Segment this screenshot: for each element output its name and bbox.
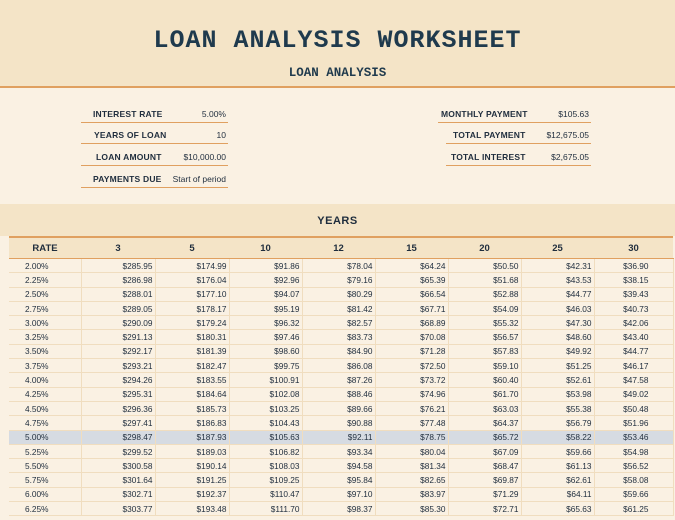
payment-cell[interactable]: $187.93: [155, 430, 229, 444]
payment-cell[interactable]: $296.36: [81, 401, 155, 415]
payment-cell[interactable]: $182.47: [155, 359, 229, 373]
payment-cell[interactable]: $56.52: [594, 459, 673, 473]
payment-cell[interactable]: $56.57: [448, 330, 521, 344]
years-of-loan-label: YEARS OF LOAN: [94, 130, 167, 140]
rate-cell[interactable]: 2.00%: [9, 259, 81, 273]
payment-cell[interactable]: $62.61: [521, 473, 594, 487]
payment-cell[interactable]: $176.04: [155, 273, 229, 287]
payment-cell[interactable]: $61.25: [594, 502, 673, 516]
payment-cell[interactable]: $96.32: [229, 316, 302, 330]
payment-cell[interactable]: $83.97: [375, 487, 448, 501]
table-header-row: [9, 237, 673, 259]
monthly-payment-label: MONTHLY PAYMENT: [441, 109, 528, 119]
interest-rate-label: INTEREST RATE: [93, 109, 163, 119]
column-header: 15: [375, 237, 448, 259]
payment-cell[interactable]: $97.10: [302, 487, 375, 501]
payment-cell[interactable]: $84.90: [302, 344, 375, 358]
table-row: [9, 387, 673, 401]
payment-cell[interactable]: $40.73: [594, 301, 673, 315]
payment-cell[interactable]: $174.99: [155, 259, 229, 273]
payment-cell[interactable]: $294.26: [81, 373, 155, 387]
payment-cell[interactable]: $80.29: [302, 287, 375, 301]
rate-cell[interactable]: 3.75%: [9, 359, 81, 373]
rate-cell[interactable]: 2.25%: [9, 273, 81, 287]
loan-inputs-section: [0, 88, 675, 204]
payment-cell[interactable]: $303.77: [81, 502, 155, 516]
column-header: 20: [448, 237, 521, 259]
column-header: 30: [594, 237, 673, 259]
loan-amount-label: LOAN AMOUNT: [96, 152, 162, 162]
payment-cell[interactable]: $54.09: [448, 301, 521, 315]
payment-cell[interactable]: $50.48: [594, 401, 673, 415]
table-row: [9, 259, 673, 273]
table-row: [9, 487, 673, 501]
payment-cell[interactable]: $69.87: [448, 473, 521, 487]
payment-cell[interactable]: $302.71: [81, 487, 155, 501]
payment-cell[interactable]: $88.46: [302, 387, 375, 401]
rate-cell[interactable]: 3.50%: [9, 344, 81, 358]
rate-cell[interactable]: 5.75%: [9, 473, 81, 487]
payment-cell[interactable]: $289.05: [81, 301, 155, 315]
table-row: [9, 444, 673, 458]
payment-cell[interactable]: $86.08: [302, 359, 375, 373]
payment-cell[interactable]: $110.47: [229, 487, 302, 501]
payment-cell[interactable]: $92.96: [229, 273, 302, 287]
payment-cell[interactable]: $42.06: [594, 316, 673, 330]
payment-cell[interactable]: $103.25: [229, 401, 302, 415]
payment-cell[interactable]: $43.53: [521, 273, 594, 287]
payment-cell[interactable]: $100.91: [229, 373, 302, 387]
payment-cell[interactable]: $190.14: [155, 459, 229, 473]
table-row: [9, 373, 673, 387]
rate-cell[interactable]: 4.00%: [9, 373, 81, 387]
payment-cell[interactable]: $36.90: [594, 259, 673, 273]
payment-cell[interactable]: $64.37: [448, 416, 521, 430]
payment-cell[interactable]: $99.75: [229, 359, 302, 373]
table-row: [9, 359, 673, 373]
rate-cell[interactable]: 3.00%: [9, 316, 81, 330]
rate-cell[interactable]: 3.25%: [9, 330, 81, 344]
payment-cell[interactable]: $108.03: [229, 459, 302, 473]
column-header: 10: [229, 237, 302, 259]
interest-rate-field[interactable]: [81, 106, 228, 123]
payment-cell[interactable]: $193.48: [155, 502, 229, 516]
monthly-payment-value: $105.63: [558, 109, 589, 119]
payment-cell[interactable]: $181.39: [155, 344, 229, 358]
payment-cell[interactable]: $65.72: [448, 430, 521, 444]
payment-cell[interactable]: $177.10: [155, 287, 229, 301]
payment-cell[interactable]: $59.66: [594, 487, 673, 501]
payment-cell[interactable]: $290.09: [81, 316, 155, 330]
payment-cell[interactable]: $72.50: [375, 359, 448, 373]
payment-cell[interactable]: $48.60: [521, 330, 594, 344]
payment-cell[interactable]: $111.70: [229, 502, 302, 516]
payment-cell[interactable]: $288.01: [81, 287, 155, 301]
rate-cell[interactable]: 5.50%: [9, 459, 81, 473]
rate-cell[interactable]: 2.75%: [9, 301, 81, 315]
payment-cell[interactable]: $90.88: [302, 416, 375, 430]
payment-cell[interactable]: $56.79: [521, 416, 594, 430]
table-body: [9, 259, 673, 516]
payment-cell[interactable]: $42.31: [521, 259, 594, 273]
column-header: 3: [81, 237, 155, 259]
payment-cell[interactable]: $67.71: [375, 301, 448, 315]
payment-cell[interactable]: $191.25: [155, 473, 229, 487]
payment-cell[interactable]: $285.95: [81, 259, 155, 273]
payment-cell[interactable]: $74.96: [375, 387, 448, 401]
payment-cell[interactable]: $44.77: [594, 344, 673, 358]
payment-cell[interactable]: $55.38: [521, 401, 594, 415]
loan-amount-value[interactable]: $10,000.00: [183, 152, 226, 162]
payment-cell[interactable]: $80.04: [375, 444, 448, 458]
table-row: [9, 301, 673, 315]
payment-cell[interactable]: $47.58: [594, 373, 673, 387]
rate-cell[interactable]: 6.25%: [9, 502, 81, 516]
total-interest-label: TOTAL INTEREST: [451, 152, 526, 162]
table-row: [9, 459, 673, 473]
payment-cell[interactable]: $50.50: [448, 259, 521, 273]
years-header: YEARS: [0, 204, 675, 236]
payment-cell[interactable]: $58.08: [594, 473, 673, 487]
payment-cell[interactable]: $60.40: [448, 373, 521, 387]
rate-cell[interactable]: 4.75%: [9, 416, 81, 430]
interest-rate-value[interactable]: 5.00%: [201, 109, 226, 119]
payment-cell[interactable]: $64.24: [375, 259, 448, 273]
total-interest-field: [446, 149, 591, 166]
payment-cell[interactable]: $68.89: [375, 316, 448, 330]
payment-cell[interactable]: $297.41: [81, 416, 155, 430]
payment-cell[interactable]: $70.08: [375, 330, 448, 344]
payment-cell[interactable]: $95.19: [229, 301, 302, 315]
payment-cell[interactable]: $105.63: [229, 430, 302, 444]
payment-cell[interactable]: $72.71: [448, 502, 521, 516]
payment-cell[interactable]: $57.83: [448, 344, 521, 358]
rate-cell[interactable]: 5.25%: [9, 444, 81, 458]
payment-cell[interactable]: $94.58: [302, 459, 375, 473]
payment-cell[interactable]: $61.70: [448, 387, 521, 401]
table-row: [9, 401, 673, 415]
payment-cell[interactable]: $82.57: [302, 316, 375, 330]
payment-cell[interactable]: $51.25: [521, 359, 594, 373]
payment-cell[interactable]: $98.60: [229, 344, 302, 358]
payment-cell[interactable]: $76.21: [375, 401, 448, 415]
payment-cell[interactable]: $65.63: [521, 502, 594, 516]
payment-cell[interactable]: $286.98: [81, 273, 155, 287]
payment-cell[interactable]: $68.47: [448, 459, 521, 473]
payments-due-field[interactable]: [81, 171, 228, 188]
years-of-loan-value[interactable]: 10: [216, 130, 226, 140]
table-row: [9, 344, 673, 358]
payment-cell[interactable]: $301.64: [81, 473, 155, 487]
table-row: [9, 273, 673, 287]
payment-cell[interactable]: $61.13: [521, 459, 594, 473]
payment-cell[interactable]: $49.02: [594, 387, 673, 401]
worksheet-header: [0, 0, 675, 88]
payment-cell[interactable]: $102.08: [229, 387, 302, 401]
payment-cell[interactable]: $93.34: [302, 444, 375, 458]
payment-cell[interactable]: $82.65: [375, 473, 448, 487]
rate-cell[interactable]: 6.00%: [9, 487, 81, 501]
payment-cell[interactable]: $98.37: [302, 502, 375, 516]
years-of-loan-field[interactable]: [81, 127, 228, 144]
rate-cell[interactable]: 2.50%: [9, 287, 81, 301]
total-payment-value: $12,675.05: [546, 130, 589, 140]
payment-cell[interactable]: $178.17: [155, 301, 229, 315]
payment-cell[interactable]: $298.47: [81, 430, 155, 444]
payment-cell[interactable]: $59.10: [448, 359, 521, 373]
payment-cell[interactable]: $52.61: [521, 373, 594, 387]
payment-cell[interactable]: $55.32: [448, 316, 521, 330]
payment-cell[interactable]: $184.64: [155, 387, 229, 401]
payment-cell[interactable]: $67.09: [448, 444, 521, 458]
total-payment-field: [446, 127, 591, 144]
payment-cell[interactable]: $92.11: [302, 430, 375, 444]
payment-cell[interactable]: $186.83: [155, 416, 229, 430]
payment-cell[interactable]: $58.22: [521, 430, 594, 444]
loan-amount-field[interactable]: [81, 149, 228, 166]
column-header: 5: [155, 237, 229, 259]
payment-cell[interactable]: $91.86: [229, 259, 302, 273]
column-header: 25: [521, 237, 594, 259]
table-row: [9, 316, 673, 330]
payment-cell[interactable]: $73.72: [375, 373, 448, 387]
table-row: [9, 330, 673, 344]
payment-cell[interactable]: $51.68: [448, 273, 521, 287]
payment-cell[interactable]: $64.11: [521, 487, 594, 501]
payment-cell[interactable]: $46.03: [521, 301, 594, 315]
payment-cell[interactable]: $185.73: [155, 401, 229, 415]
payment-cell[interactable]: $94.07: [229, 287, 302, 301]
payment-cell[interactable]: $97.46: [229, 330, 302, 344]
payment-cell[interactable]: $300.58: [81, 459, 155, 473]
payment-cell[interactable]: $183.55: [155, 373, 229, 387]
payment-cell[interactable]: $79.16: [302, 273, 375, 287]
payment-cell[interactable]: $85.30: [375, 502, 448, 516]
payment-cell[interactable]: $78.04: [302, 259, 375, 273]
payment-cell[interactable]: $53.98: [521, 387, 594, 401]
rate-cell[interactable]: 4.50%: [9, 401, 81, 415]
page-subtitle: LOAN ANALYSIS: [288, 66, 387, 80]
table-row: [9, 287, 673, 301]
total-payment-label: TOTAL PAYMENT: [453, 130, 526, 140]
payment-cell[interactable]: $46.17: [594, 359, 673, 373]
payment-cell[interactable]: $65.39: [375, 273, 448, 287]
page-title: LOAN ANALYSIS WORKSHEET: [153, 26, 522, 55]
payment-cell[interactable]: $95.84: [302, 473, 375, 487]
payment-cell[interactable]: $179.24: [155, 316, 229, 330]
table-row: [9, 416, 673, 430]
payment-cell[interactable]: $49.92: [521, 344, 594, 358]
total-interest-value: $2,675.05: [551, 152, 589, 162]
payment-cell[interactable]: $59.66: [521, 444, 594, 458]
payment-table: [9, 236, 674, 516]
payment-cell[interactable]: $109.25: [229, 473, 302, 487]
payment-cell[interactable]: $53.46: [594, 430, 673, 444]
monthly-payment-field: [438, 106, 591, 123]
payments-due-value[interactable]: Start of period: [172, 174, 226, 184]
column-header: 12: [302, 237, 375, 259]
payment-cell[interactable]: $51.96: [594, 416, 673, 430]
column-header: RATE: [9, 237, 81, 259]
payment-cell[interactable]: $89.66: [302, 401, 375, 415]
rate-cell[interactable]: 4.25%: [9, 387, 81, 401]
payment-cell[interactable]: $44.77: [521, 287, 594, 301]
payment-cell[interactable]: $63.03: [448, 401, 521, 415]
payment-cell[interactable]: $71.29: [448, 487, 521, 501]
payment-cell[interactable]: $81.42: [302, 301, 375, 315]
payment-cell[interactable]: $189.03: [155, 444, 229, 458]
payment-cell[interactable]: $81.34: [375, 459, 448, 473]
payment-cell[interactable]: $38.15: [594, 273, 673, 287]
payment-cell[interactable]: $71.28: [375, 344, 448, 358]
payment-cell[interactable]: $39.43: [594, 287, 673, 301]
payment-cell[interactable]: $106.82: [229, 444, 302, 458]
payment-cell[interactable]: $54.98: [594, 444, 673, 458]
rate-cell[interactable]: 5.00%: [9, 430, 81, 444]
table-row: [9, 430, 673, 444]
payment-cell[interactable]: $180.31: [155, 330, 229, 344]
payment-cell[interactable]: $83.73: [302, 330, 375, 344]
payment-cell[interactable]: $87.26: [302, 373, 375, 387]
payment-cell[interactable]: $293.21: [81, 359, 155, 373]
payment-cell[interactable]: $77.48: [375, 416, 448, 430]
table-row: [9, 473, 673, 487]
payment-cell[interactable]: $295.31: [81, 387, 155, 401]
payment-cell[interactable]: $52.88: [448, 287, 521, 301]
payment-cell[interactable]: $292.17: [81, 344, 155, 358]
payment-cell[interactable]: $299.52: [81, 444, 155, 458]
table-row: [9, 502, 673, 516]
payment-cell[interactable]: $291.13: [81, 330, 155, 344]
payment-cell[interactable]: $66.54: [375, 287, 448, 301]
payment-cell[interactable]: $47.30: [521, 316, 594, 330]
payment-cell[interactable]: $104.43: [229, 416, 302, 430]
payment-cell[interactable]: $43.40: [594, 330, 673, 344]
payment-cell[interactable]: $78.75: [375, 430, 448, 444]
payments-due-label: PAYMENTS DUE: [93, 174, 162, 184]
payment-cell[interactable]: $192.37: [155, 487, 229, 501]
